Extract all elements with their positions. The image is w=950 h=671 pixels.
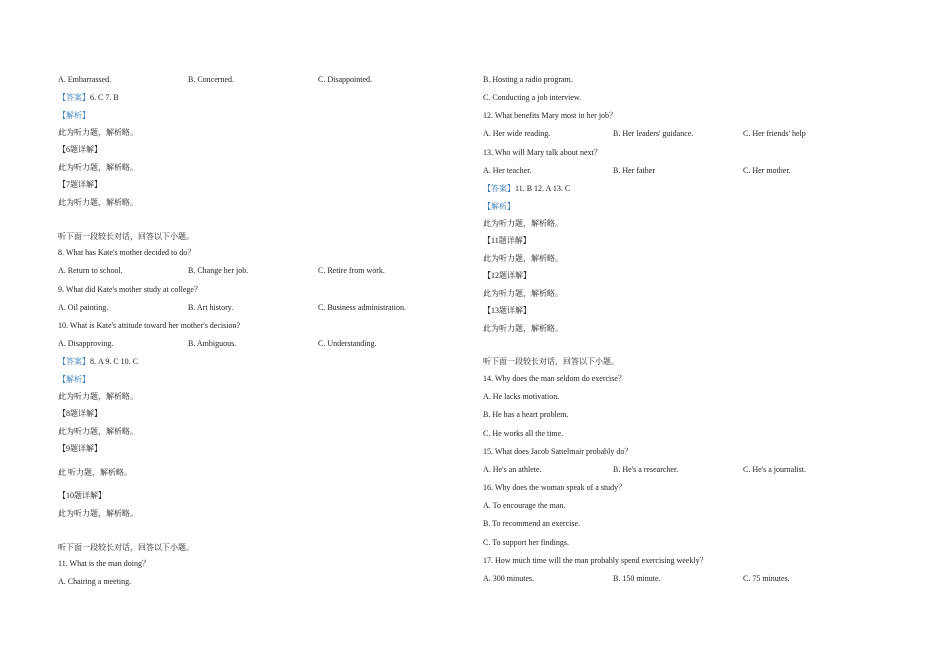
option-b: B. He has a heart problem.	[483, 410, 569, 419]
option-c: C. Conducting a job interview.	[483, 93, 582, 102]
question-9: 9. What did Kate's mother study at college？	[58, 285, 202, 294]
option-c: C. Business administration.	[318, 303, 406, 312]
listening-note: 此为听力题，解析略。	[483, 219, 563, 228]
option-a: A. Her teacher.	[483, 166, 532, 175]
listening-note: 此为听力题，解析略。	[58, 392, 138, 401]
q10-options	[58, 339, 458, 349]
option-a: A. Embarrassed.	[58, 75, 112, 84]
detail-heading-13: 【13题详解】	[483, 306, 531, 315]
option-a: A. Chairing a meeting.	[58, 577, 132, 586]
option-a: A. Return to school.	[58, 266, 123, 275]
question-16: 16. Why does the woman speak of a study？	[483, 483, 627, 492]
answer-line	[58, 93, 119, 103]
right-column	[483, 0, 883, 671]
option-b: B. He's a researcher.	[613, 465, 679, 474]
question-10: 10. What is Kate's attitude toward her mother's decision?	[58, 321, 241, 330]
detail-heading-6: 【6题详解】	[58, 145, 102, 154]
option-a: A. Oil painting.	[58, 303, 109, 312]
listening-note: 此为听力题，解析略。	[483, 324, 563, 333]
q5-options	[58, 75, 458, 85]
section-intro: 听下面一段较长对话，回答以下小题。	[58, 543, 194, 552]
option-b: B. Her leaders' guidance.	[613, 129, 694, 138]
q13-options	[483, 166, 883, 176]
q8-options	[58, 266, 458, 276]
option-a: A. 300 minutes.	[483, 574, 535, 583]
question-12: 12. What benefits Mary most in her job？	[483, 111, 618, 120]
option-c: C. He's a journalist.	[743, 465, 806, 474]
left-column	[58, 0, 458, 671]
option-c: C. Her mother.	[743, 166, 791, 175]
option-c: C. 75 minutes.	[743, 574, 790, 583]
detail-heading-10: 【10题详解】	[58, 491, 106, 500]
q9-options	[58, 303, 458, 313]
option-c: C. Her friends' help	[743, 129, 806, 138]
option-b: B. Art history.	[188, 303, 234, 312]
option-a: A. He's an athlete.	[483, 465, 542, 474]
detail-heading-9: 【9题详解】	[58, 444, 102, 453]
question-8: 8. What has Kate's mother decided to do？	[58, 248, 196, 257]
q12-options	[483, 129, 883, 139]
detail-heading-12: 【12题详解】	[483, 271, 531, 280]
option-b: B. Ambiguous.	[188, 339, 237, 348]
analysis-label: 【解析】	[483, 202, 515, 211]
answer-text: 11. B 12. A 13. C	[515, 184, 571, 193]
answer-label: 【答案】	[58, 93, 90, 102]
answer-line	[483, 184, 570, 194]
option-a: A. Disapproving.	[58, 339, 114, 348]
section-intro: 听下面一段较长对话，回答以下小题。	[58, 232, 194, 241]
analysis-label: 【解析】	[58, 375, 90, 384]
detail-heading-11: 【11题详解】	[483, 236, 531, 245]
listening-note: 此为听力题，解析略。	[483, 254, 563, 263]
listening-note: 此为听力题，解析略。	[483, 289, 563, 298]
option-a: A. Her wide reading.	[483, 129, 551, 138]
question-11: 11. What is the man doing？	[58, 559, 150, 568]
option-c: C. To support her findings.	[483, 538, 569, 547]
answer-label: 【答案】	[483, 184, 515, 193]
option-c: C. Understanding.	[318, 339, 377, 348]
option-b: B. Her father	[613, 166, 655, 175]
listening-note: 此为听力题，解析略。	[58, 163, 138, 172]
option-c: C. He works all the time.	[483, 429, 564, 438]
option-b: B. Change her job.	[188, 266, 249, 275]
answer-label: 【答案】	[58, 357, 90, 366]
detail-heading-7: 【7题详解】	[58, 180, 102, 189]
option-b: B. Hosting a radio program.	[483, 75, 573, 84]
option-a: A. To encourage the man.	[483, 501, 566, 510]
listening-note: 此 听力题，解析略。	[58, 468, 132, 477]
answer-line	[58, 357, 138, 367]
question-14: 14. Why does the man seldom do exercise？	[483, 374, 626, 383]
question-13: 13. Who will Mary talk about next？	[483, 148, 602, 157]
q15-options	[483, 465, 883, 475]
question-15: 15. What does Jacob Sattelmair probably do？	[483, 447, 633, 456]
answer-text: 6. C 7. B	[90, 93, 119, 102]
option-c: C. Retire from work.	[318, 266, 385, 275]
option-b: B. Concerned.	[188, 75, 234, 84]
section-intro: 听下面一段较长对话，回答以下小题。	[483, 357, 619, 366]
listening-note: 此为听力题，解析略。	[58, 128, 138, 137]
option-b: B. To recommend an exercise.	[483, 519, 581, 528]
q17-options	[483, 574, 883, 584]
listening-note: 此为听力题，解析略。	[58, 198, 138, 207]
detail-heading-8: 【8题详解】	[58, 409, 102, 418]
analysis-label: 【解析】	[58, 111, 90, 120]
listening-note: 此为听力题，解析略。	[58, 509, 138, 518]
listening-note: 此为听力题，解析略。	[58, 427, 138, 436]
option-c: C. Disappointed.	[318, 75, 372, 84]
question-17: 17. How much time will the man probably spend exercising weekly？	[483, 556, 708, 565]
answer-text: 8. A 9. C 10. C	[90, 357, 139, 366]
option-b: B. 150 minute.	[613, 574, 661, 583]
option-a: A. He lacks motivation.	[483, 392, 560, 401]
